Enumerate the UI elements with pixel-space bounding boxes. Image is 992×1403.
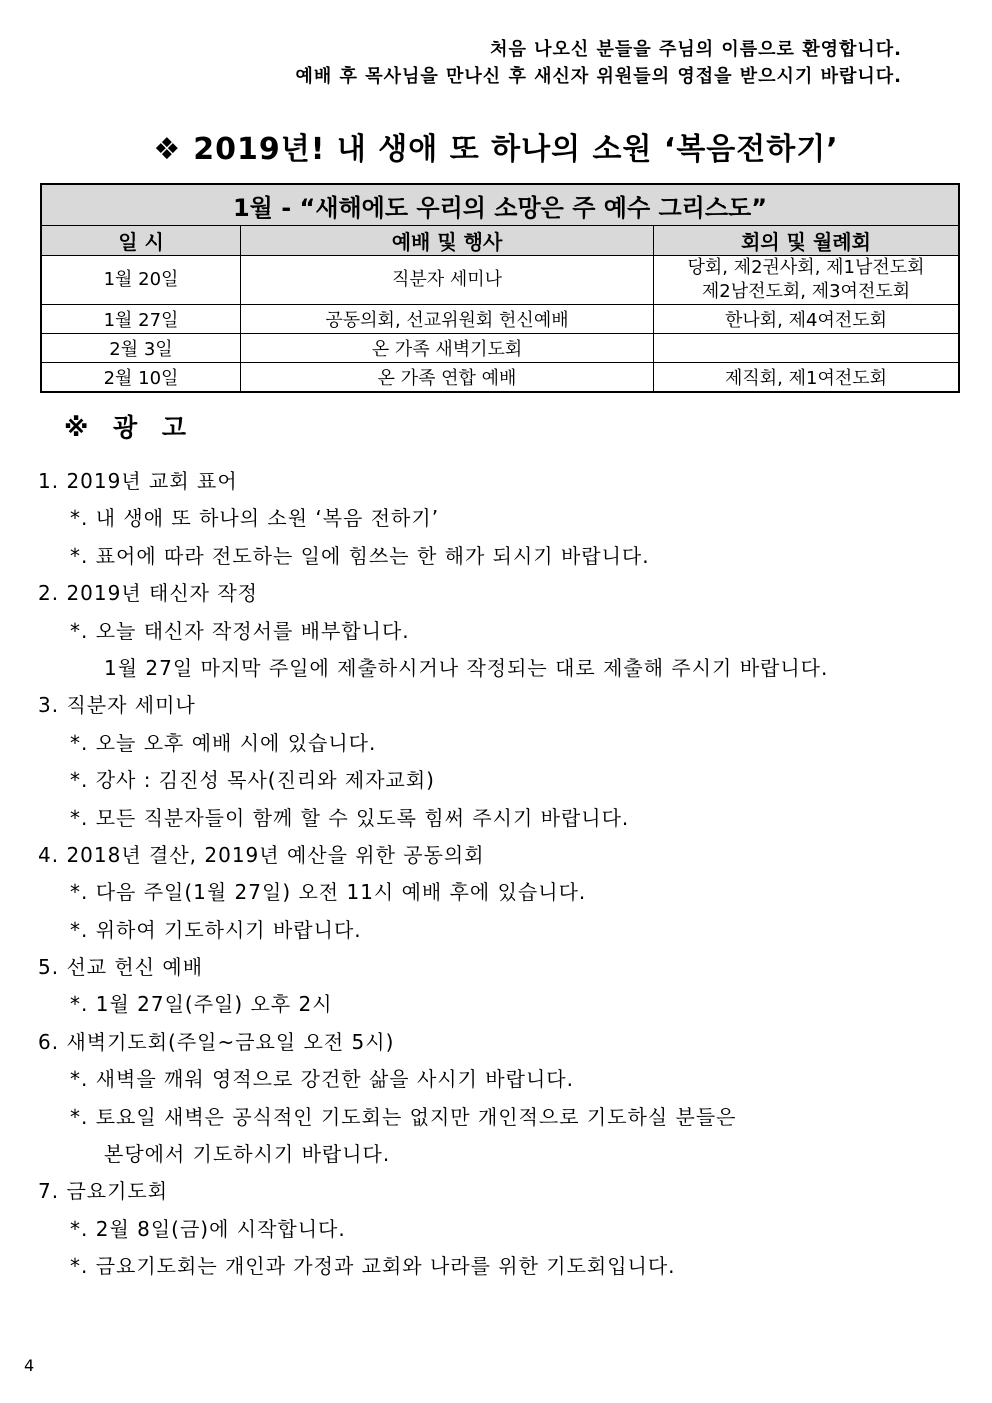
row-meeting	[654, 256, 960, 305]
notice-item-detail: *. 2월 8일(금)에 시작합니다.	[70, 1216, 346, 1241]
row-meeting: 한나회, 제4여전도회	[654, 305, 960, 334]
row-date: 2월 3일	[41, 334, 241, 363]
row-meeting: 제직회, 제1여전도회	[654, 363, 960, 393]
notice-item-detail: *. 토요일 새벽은 공식적인 기도회는 없지만 개인적으로 기도하실 분들은	[70, 1104, 737, 1129]
notice-list	[38, 463, 968, 1286]
welcome-message	[296, 36, 903, 90]
row-event: 직분자 세미나	[241, 256, 654, 305]
row-meeting	[654, 334, 960, 363]
row-event: 온 가족 연합 예배	[241, 363, 654, 393]
notice-item-detail: *. 오늘 오후 예배 시에 있습니다.	[70, 730, 377, 755]
table-row	[41, 363, 959, 393]
diamond-icon: ❖	[153, 132, 182, 167]
header-date: 일 시	[41, 226, 241, 256]
row-event: 온 가족 새벽기도회	[241, 334, 654, 363]
row-meeting-line-1: 당회, 제2권사회, 제1남전도회	[687, 257, 925, 278]
schedule-table	[40, 183, 960, 393]
row-meeting-line-2: 제2남전도회, 제3여전도회	[701, 281, 911, 302]
notice-item-detail: 1월 27일 마지막 주일에 제출하시거나 작정되는 대로 제출해 주시기 바랍니다.	[104, 655, 829, 680]
header-event: 예배 및 행사	[241, 226, 654, 256]
page-title-text: 2019년! 내 생애 또 하나의 소원 ‘복음전하기’	[193, 132, 839, 167]
notice-item-title: 3. 직분자 세미나	[38, 693, 196, 718]
page-title	[0, 124, 992, 168]
notice-heading: ※ 광 고	[64, 413, 195, 442]
table-row	[41, 256, 959, 305]
notice-item-detail: *. 위하여 기도하시기 바랍니다.	[70, 917, 362, 942]
notice-item-detail: *. 내 생애 또 하나의 소원 ‘복음 전하기’	[70, 506, 440, 531]
notice-item-detail: 본당에서 기도하시기 바랍니다.	[104, 1142, 391, 1167]
table-row	[41, 334, 959, 363]
notice-item-detail: *. 금요기도회는 개인과 가정과 교회와 나라를 위한 기도회입니다.	[70, 1254, 676, 1279]
welcome-line-2: 예배 후 목사님을 만나신 후 새신자 위원들의 영접을 받으시기 바랍니다.	[295, 66, 902, 87]
page-number: 4	[24, 1356, 35, 1375]
notice-item-title: 5. 선교 헌신 예배	[38, 955, 204, 980]
schedule-banner: 1월 - “새해에도 우리의 소망은 주 예수 그리스도”	[41, 184, 959, 226]
header-meeting: 회의 및 월례회	[654, 226, 960, 256]
notice-item-detail: *. 표어에 따라 전도하는 일에 힘쓰는 한 해가 되시기 바랍니다.	[70, 543, 650, 568]
notice-item-title: 7. 금요기도회	[38, 1179, 169, 1204]
notice-item-detail: *. 1월 27일(주일) 오후 2시	[70, 992, 333, 1017]
table-row	[41, 305, 959, 334]
notice-item-detail: *. 다음 주일(1월 27일) 오전 11시 예배 후에 있습니다.	[70, 880, 587, 905]
notice-item-title: 2. 2019년 태신자 작정	[38, 581, 258, 606]
notice-item-title: 1. 2019년 교회 표어	[38, 469, 238, 493]
notice-item-title: 6. 새벽기도회(주일~금요일 오전 5시)	[38, 1029, 395, 1054]
row-date: 1월 27일	[41, 305, 241, 334]
notice-item-detail: *. 모든 직분자들이 함께 할 수 있도록 힘써 주시기 바랍니다.	[70, 805, 630, 830]
row-date: 1월 20일	[41, 256, 241, 305]
notice-item-detail: *. 오늘 태신자 작정서를 배부합니다.	[70, 618, 410, 643]
row-date: 2월 10일	[41, 363, 241, 393]
notice-item-title: 4. 2018년 결산, 2019년 예산을 위한 공동의회	[38, 842, 485, 867]
welcome-line-1: 처음 나오신 분들을 주님의 이름으로 환영합니다.	[490, 39, 902, 60]
notice-item-detail: *. 강사 : 김진성 목사(진리와 제자교회)	[70, 768, 435, 793]
notice-item-detail: *. 새벽을 깨워 영적으로 강건한 삶을 사시기 바랍니다.	[70, 1067, 574, 1092]
row-event: 공동의회, 선교위원회 헌신예배	[241, 305, 654, 334]
